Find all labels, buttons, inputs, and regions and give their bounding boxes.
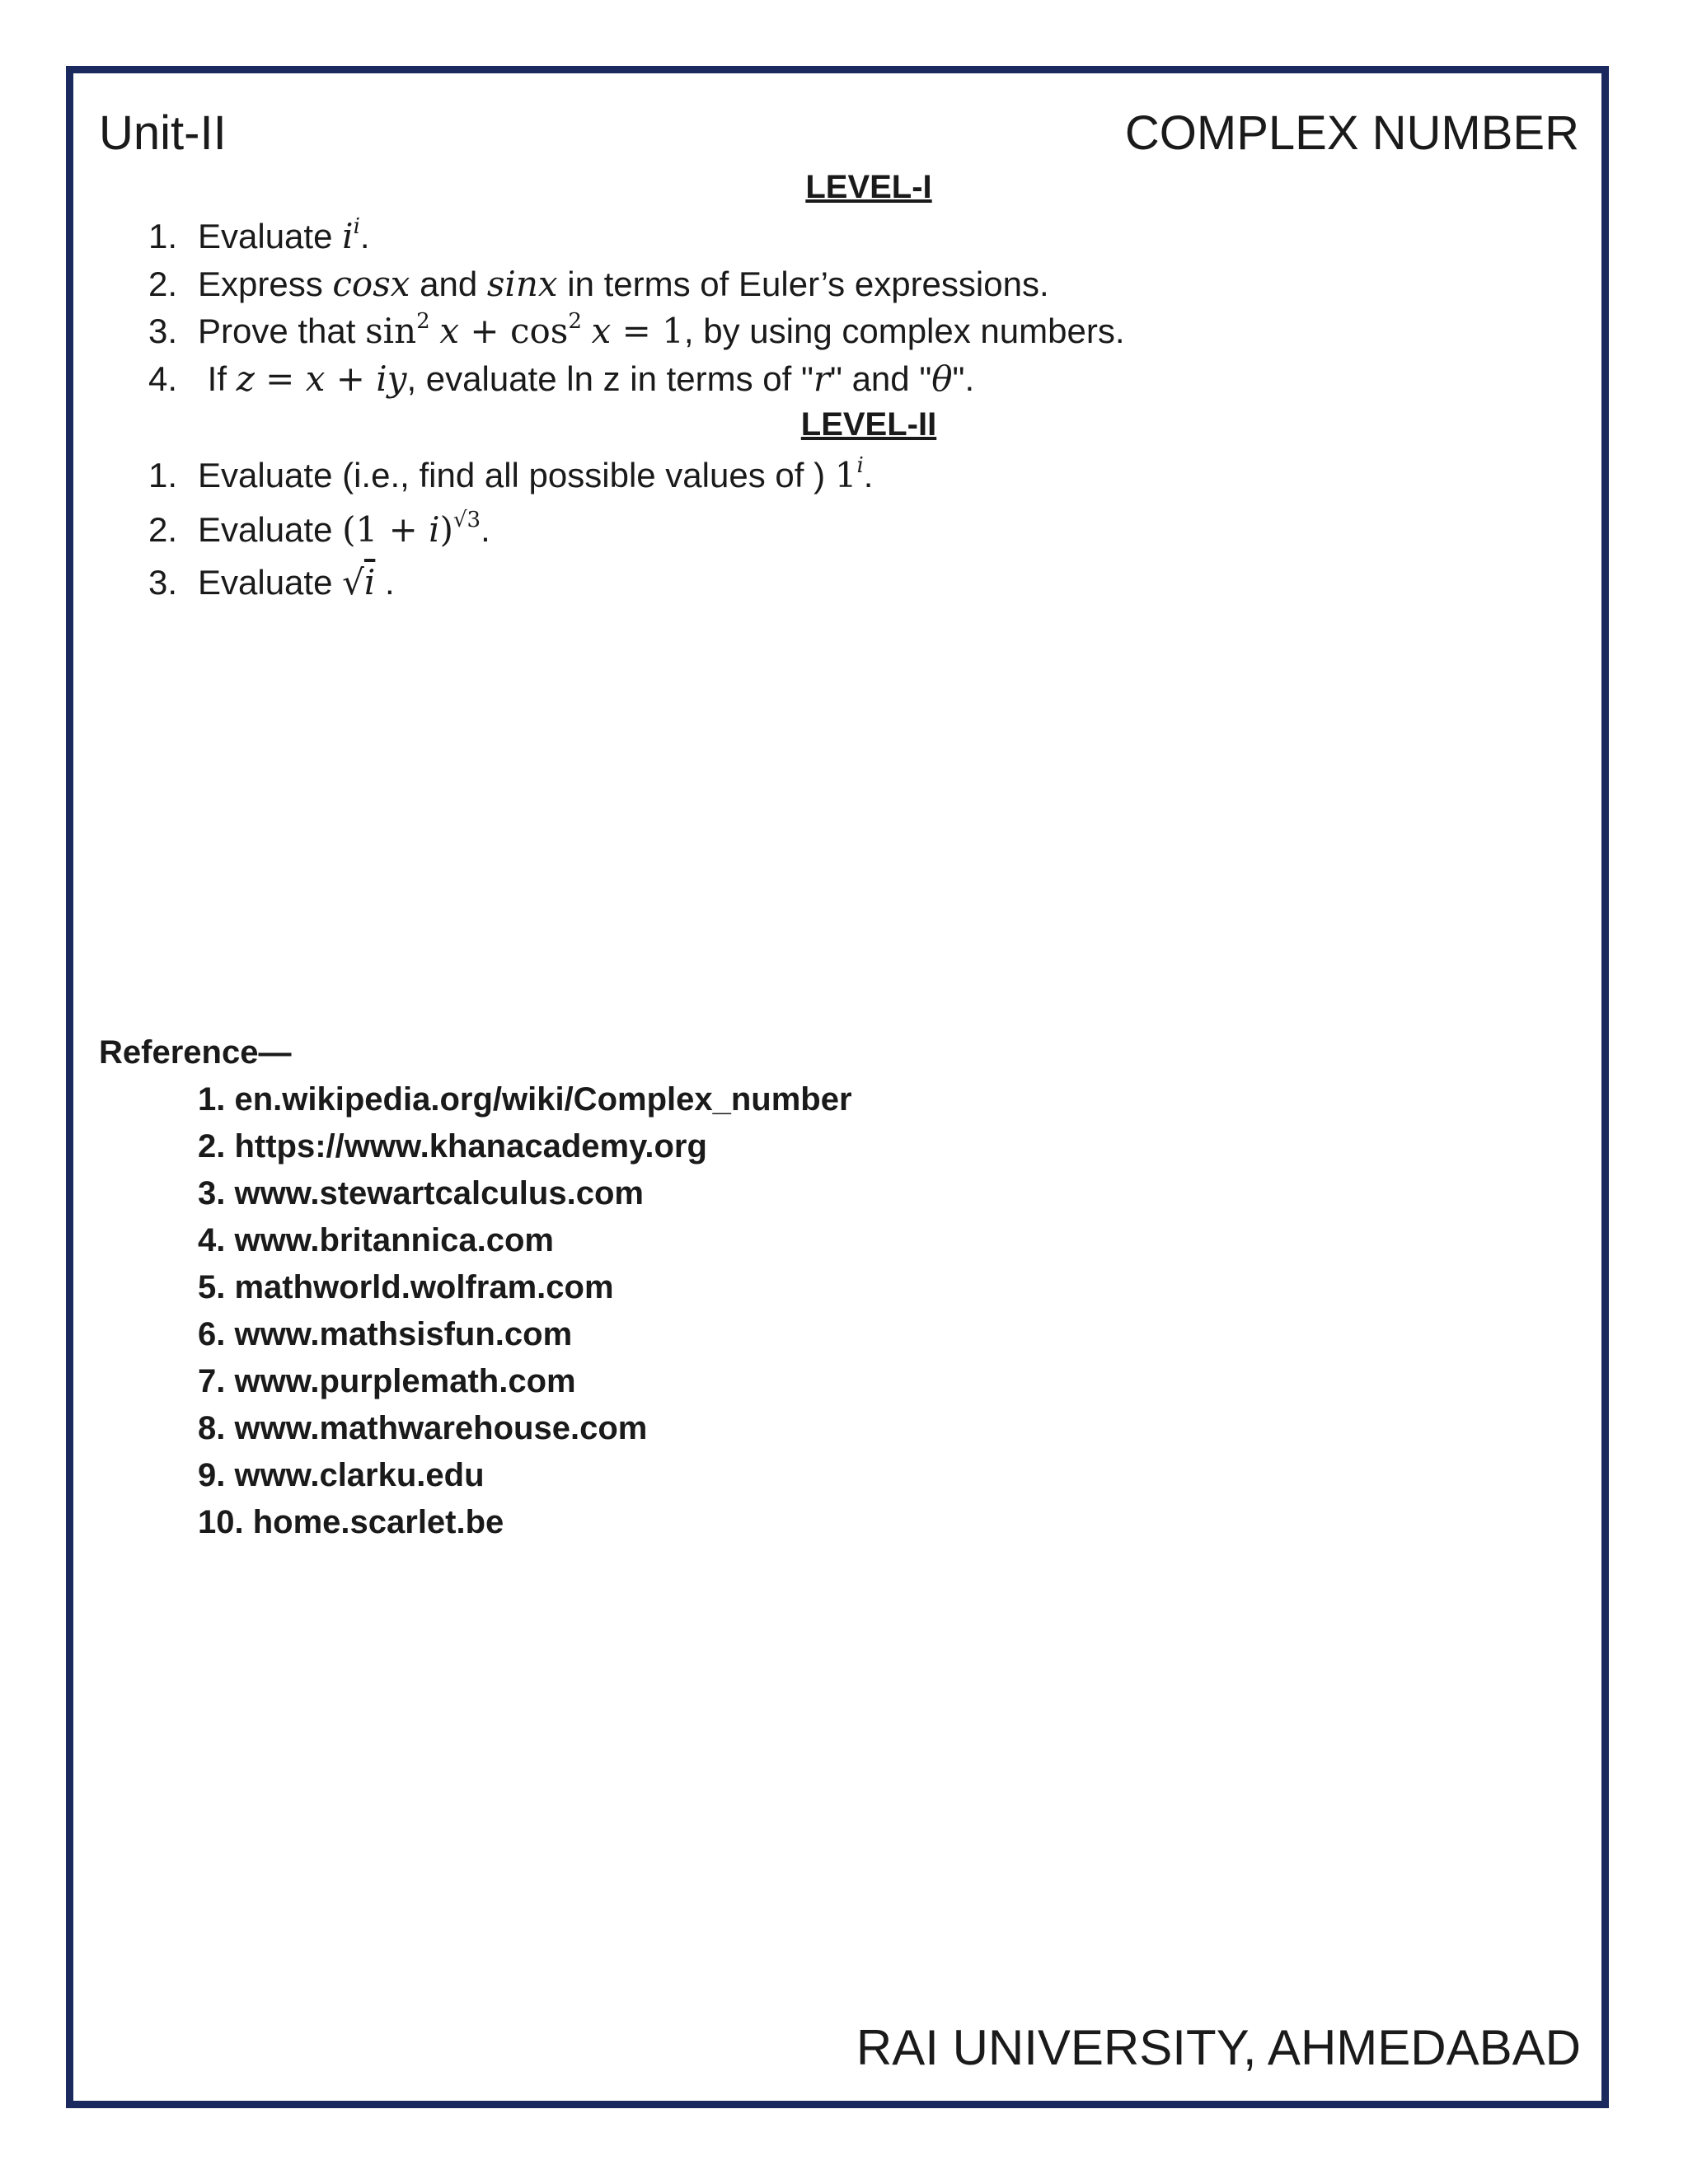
reference-heading: Reference— <box>99 1034 292 1071</box>
level1-question-1: 1. Evaluate $i^i$. <box>148 213 370 256</box>
level-1-heading: LEVEL-I <box>805 169 932 205</box>
reference-item: 3. www.stewartcalculus.com <box>198 1175 644 1212</box>
reference-item: 8. www.mathwarehouse.com <box>198 1410 648 1446</box>
level-2-heading: LEVEL-II <box>800 406 937 443</box>
reference-item: 9. www.clarku.edu <box>198 1457 485 1493</box>
topic-title: COMPLEX NUMBER <box>1124 106 1579 160</box>
reference-item: 2. https://www.khanacademy.org <box>198 1128 707 1165</box>
question-number: 3. <box>148 312 178 350</box>
level2-question-3: 3. Evaluate √i . <box>148 562 395 602</box>
reference-item: 6. www.mathsisfun.com <box>198 1316 573 1352</box>
unit-label: Unit-II <box>99 106 227 160</box>
question-number: 4. <box>148 359 178 398</box>
level1-question-2: 2. Express cosx and sinx in terms of Euler’s expressions. <box>148 264 1049 304</box>
question-number: 3. <box>148 563 178 602</box>
reference-item: 4. www.britannica.com <box>198 1222 554 1258</box>
question-number: 2. <box>148 265 178 303</box>
question-number: 1. <box>148 456 178 494</box>
reference-item: 1. en.wikipedia.org/wiki/Complex_number <box>198 1081 852 1118</box>
level2-question-2: 2. Evaluate $(1 + i)^{√3}$. <box>148 507 490 550</box>
level2-question-1: 1. Evaluate (i.e., find all possible values of ) 1$^i$. <box>148 452 874 495</box>
institution-footer: RAI UNIVERSITY, AHMEDABAD <box>856 2020 1581 2075</box>
question-number: 1. <box>148 217 178 255</box>
level1-question-3: 3. Prove that $\sin^2 x + \cos^2 x = 1$, by using complex numbers. <box>148 308 1125 351</box>
level1-question-4: 4. If z = x + iy, evaluate ln z in terms of "r" and "θ". <box>148 359 975 399</box>
reference-item: 5. mathworld.wolfram.com <box>198 1269 614 1305</box>
reference-item: 10. home.scarlet.be <box>198 1504 504 1540</box>
question-number: 2. <box>148 510 178 549</box>
reference-item: 7. www.purplemath.com <box>198 1363 576 1399</box>
